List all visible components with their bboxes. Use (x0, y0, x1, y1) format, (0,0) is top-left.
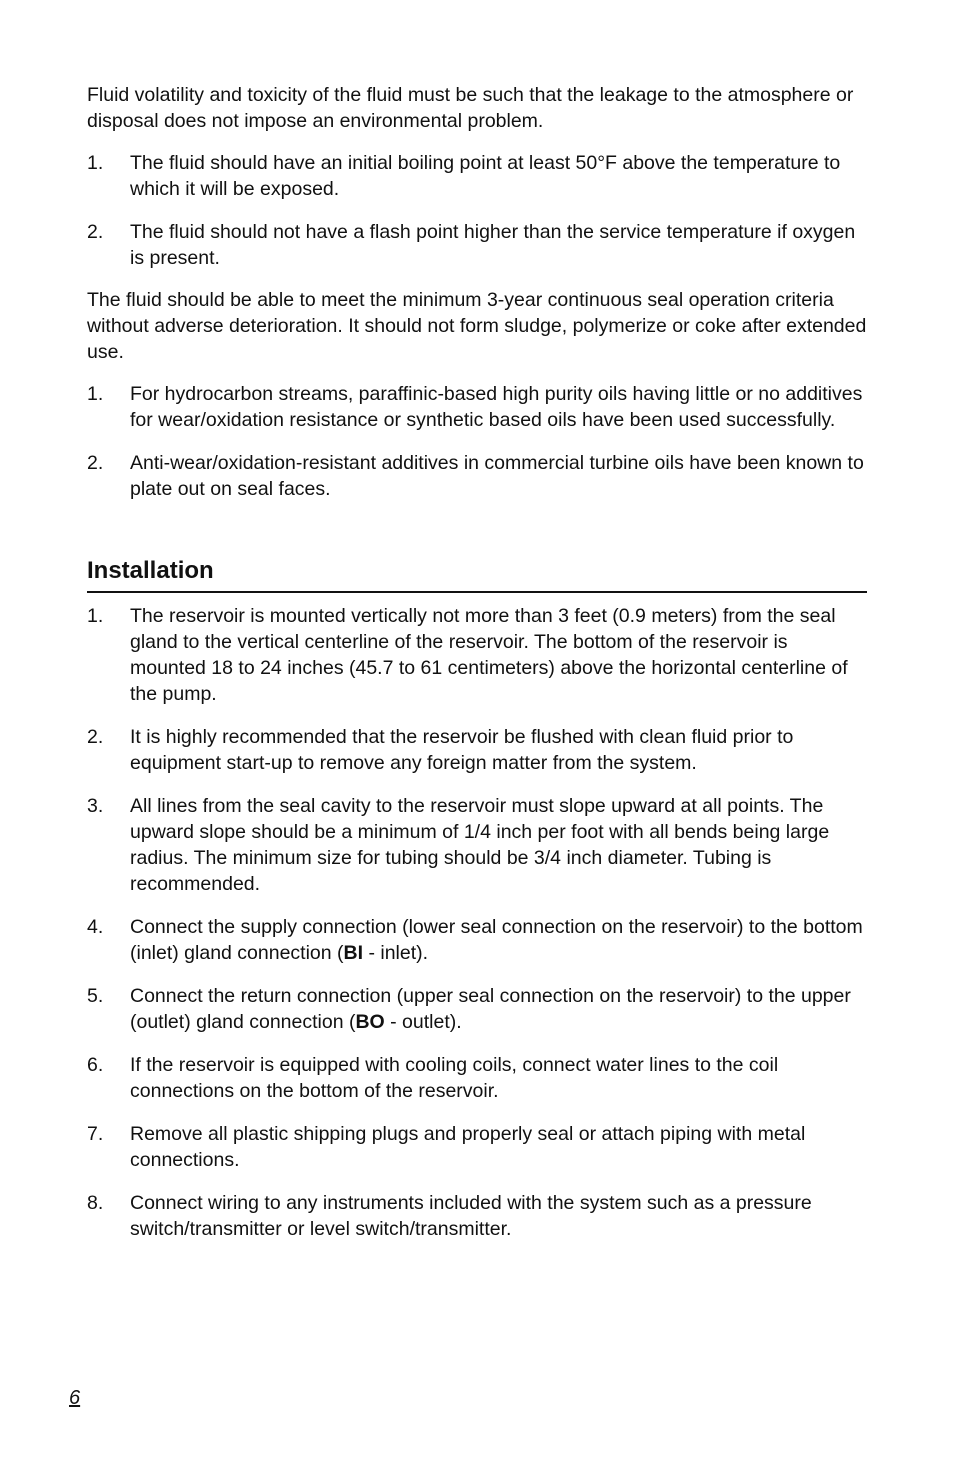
list-item-number: 2. (87, 221, 104, 243)
list-item-text: If the reservoir is equipped with cooling coils, connect water lines to the coil connections on the bottom of the reservoir. (130, 1054, 779, 1102)
document-page (87, 82, 867, 1258)
inlet-code: BI (343, 942, 364, 964)
section-heading: Installation (87, 556, 867, 593)
list-item (87, 724, 867, 776)
list-item-text: The fluid should not have a flash point higher than the service temperature if oxygen is present. (130, 221, 856, 269)
fluid-requirements-list-2 (87, 381, 867, 502)
list-item-text: For hydrocarbon streams, paraffinic-based high purity oils having little or no additives for wear/oxidation resistance or synthetic based oils have been used successfully. (130, 383, 863, 431)
list-item-text-after: - outlet). (384, 1011, 462, 1033)
intro-paragraph-1: Fluid volatility and toxicity of the fluid must be such that the leakage to the atmosphere or disposal does not impose an environmental problem. (87, 84, 854, 132)
list-item (87, 914, 867, 966)
list-item-number: 8. (87, 1192, 104, 1214)
list-item-text-after: - inlet). (363, 942, 429, 964)
outlet-code: BO (355, 1011, 385, 1033)
list-item-number: 2. (87, 452, 104, 474)
list-item-text: Anti-wear/oxidation-resistant additives in commercial turbine oils have been known to plate out on seal faces. (130, 452, 864, 500)
list-item-number: 5. (87, 985, 104, 1007)
list-item-text: It is highly recommended that the reservoir be flushed with clean fluid prior to equipment start-up to remove any foreign matter from the system. (130, 726, 794, 774)
list-item (87, 381, 867, 433)
list-item-number: 7. (87, 1123, 104, 1145)
list-item-number: 2. (87, 726, 104, 748)
list-item-number: 1. (87, 152, 104, 174)
page-number: 6 (69, 1387, 81, 1409)
list-item-text: Remove all plastic shipping plugs and properly seal or attach piping with metal connections. (130, 1123, 806, 1171)
list-item-text: Connect wiring to any instruments included with the system such as a pressure switch/transmitter or level switch/transmitter. (130, 1192, 812, 1240)
list-item-text: All lines from the seal cavity to the reservoir must slope upward at all points. The upward slope should be a minimum of 1/4 inch per foot with all bends being large radius. The minimum size for tubing should be 3/4 inch diameter. Tubing is recommended. (130, 795, 830, 895)
list-item-number: 1. (87, 383, 104, 405)
list-item (87, 793, 867, 897)
list-item (87, 1052, 867, 1104)
list-item (87, 603, 867, 707)
installation-steps-list (87, 603, 867, 1242)
fluid-requirements-list-1 (87, 150, 867, 271)
list-item-number: 1. (87, 605, 104, 627)
list-item (87, 150, 867, 202)
intro-paragraph-2: The fluid should be able to meet the minimum 3-year continuous seal operation criteria without adverse deterioration. It should not form sludge, polymerize or coke after extended use. (87, 289, 867, 363)
list-item (87, 1190, 867, 1242)
list-item-number: 4. (87, 916, 104, 938)
list-item-text-before: Connect the supply connection (lower seal connection on the reservoir) to the bottom (inlet) gland connection ( (130, 916, 863, 964)
list-item (87, 983, 867, 1035)
list-item-number: 3. (87, 795, 104, 817)
list-item-text (130, 985, 851, 1033)
list-item-text: The fluid should have an initial boiling point at least 50°F above the temperature to which it will be exposed. (130, 152, 841, 200)
list-item (87, 450, 867, 502)
list-item-number: 6. (87, 1054, 104, 1076)
list-item-text (130, 916, 863, 964)
list-item (87, 219, 867, 271)
list-item (87, 1121, 867, 1173)
list-item-text: The reservoir is mounted vertically not more than 3 feet (0.9 meters) from the seal gland to the vertical centerline of the reservoir. The bottom of the reservoir is mounted 18 to 24 inches (45.7 to 61 centimeters) above the horizontal centerline of the pump. (130, 605, 848, 705)
installation-section (87, 556, 867, 1242)
list-item-text-before: Connect the return connection (upper seal connection on the reservoir) to the upper (outlet) gland connection ( (130, 985, 851, 1033)
